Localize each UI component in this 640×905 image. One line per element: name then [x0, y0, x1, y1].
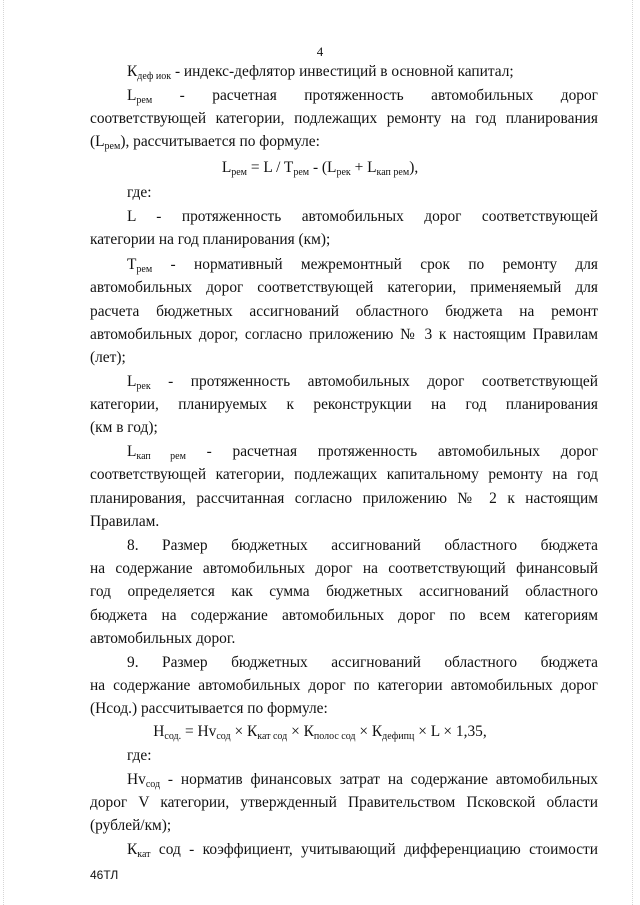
text-line: на содержание автомобильных дорог на соответствующий финансовый	[90, 560, 598, 577]
page-edge-right	[632, 0, 633, 905]
formula-l-rem: $L_{рем} = L / T_{рем} - (L_{рек} + L_{кап рем})$,	[221, 159, 419, 178]
text-line: Правилам.	[90, 513, 160, 530]
formula-n-sod: $Н_{сод.} = Нv_{сод} \times К_{кат сод} \times К_{полос сод} \times К_{дефипц} \times L \times 1,35$,	[153, 723, 487, 742]
text-line: (Нсод.) рассчитывается по формуле:	[90, 700, 328, 717]
text-line: бюджета на содержание автомобильных дорог по всем категориям	[90, 607, 598, 624]
text-line: автомобильных дорог.	[90, 630, 236, 647]
text-line: (км в год);	[90, 419, 158, 436]
text-line: категории, планируемых к реконструкции на год планирования	[90, 396, 598, 413]
text-line: планирования, рассчитанная согласно приложению № 2 к настоящим	[90, 490, 598, 507]
definition-l-rek: $L_{рек}$ - протяженность автомобильных дорог соответствующей	[127, 373, 598, 392]
text-line: на содержание автомобильных дорог по категории автомобильных дорог	[90, 677, 598, 694]
where-label: где:	[127, 747, 152, 764]
text-line: соответствующей категории, подлежащих ремонту на год планирования	[90, 110, 598, 127]
text-line: автомобильных дорог, согласно приложению № 3 к настоящим Правилам	[90, 326, 598, 343]
text-line: (лет);	[90, 349, 126, 366]
definition-k-kat: $К_{кат}$ сод - коэффициент, учитывающий дифференциацию стоимости	[127, 841, 598, 860]
text-line: соответствующей категории, подлежащих капитальному ремонту на год	[90, 466, 598, 483]
page-edge-left	[3, 0, 4, 905]
text-line: категории на год планирования (км);	[90, 231, 331, 248]
definition-t-rem: $Т_{рем}$ - нормативный межремонтный срок по ремонту для	[127, 256, 598, 275]
definition-l-rem: $L_{рем}$ - расчетная протяженность автомобильных дорог	[127, 87, 598, 106]
definition-l: L - протяженность автомобильных дорог соответствующей	[127, 208, 598, 225]
text-line: (рублей/км);	[90, 817, 172, 834]
text-line: дорог V категории, утвержденный Правительством Псковской области	[90, 794, 598, 811]
text-line: $(L_{рем})$, рассчитывается по формуле:	[90, 133, 320, 152]
paragraph-8: 8. Размер бюджетных ассигнований областного бюджета	[127, 537, 598, 554]
footer-code: 46ТЛ	[90, 868, 119, 882]
definition-k-def: $К_{деф иок}$ - индекс-дефлятор инвестиций в основной капитал;	[127, 63, 514, 82]
paragraph-9: 9. Размер бюджетных ассигнований областного бюджета	[127, 654, 598, 671]
definition-nv-sod: $Нv_{сод}$ - норматив финансовых затрат на содержание автомобильных	[127, 771, 598, 790]
definition-l-kap-rem: $L_{кап рем}$ - расчетная протяженность автомобильных дорог	[127, 443, 598, 462]
page-number: 4	[316, 44, 324, 59]
text-line: расчета бюджетных ассигнований областного бюджета на ремонт	[90, 303, 598, 320]
text-line: год определяется как сумма бюджетных ассигнований областного	[90, 583, 598, 600]
text-line: автомобильных дорог соответствующей категории, применяемый для	[90, 279, 598, 296]
where-label: где:	[127, 184, 152, 201]
